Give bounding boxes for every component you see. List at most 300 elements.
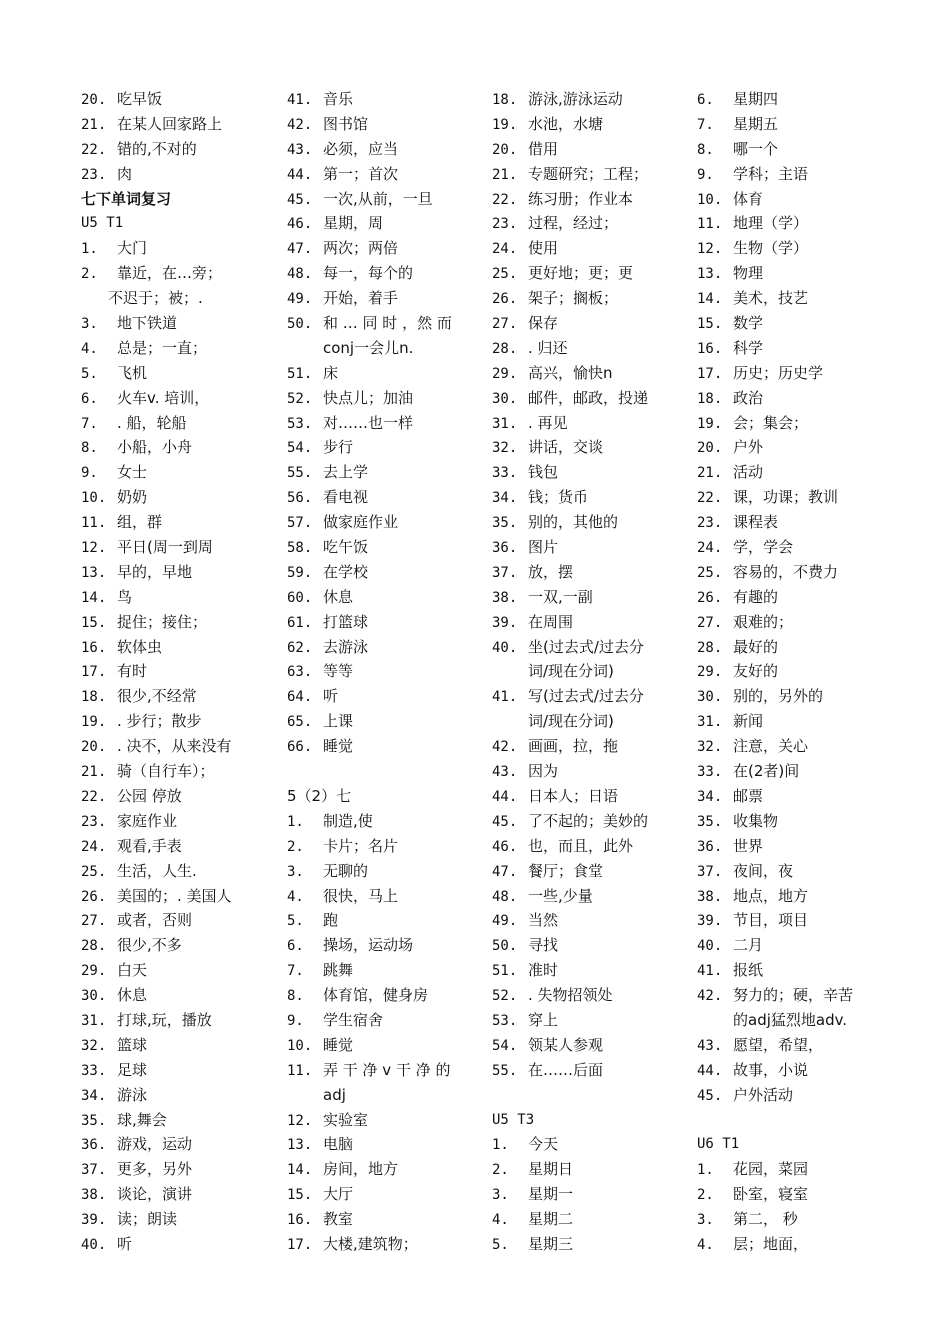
list-item <box>697 211 877 236</box>
item-number: 2. <box>81 266 98 283</box>
list-item <box>81 958 261 983</box>
item-number: 4. <box>287 888 304 905</box>
column-1 <box>81 87 261 1257</box>
list-item <box>287 933 467 958</box>
item-number: 19. <box>697 415 723 432</box>
item-number: 11. <box>697 216 723 233</box>
item-text: 制造,使 <box>323 811 373 830</box>
item-number: 50. <box>287 316 313 333</box>
item-number: 27. <box>492 316 518 333</box>
list-item <box>81 933 261 958</box>
item-text: 友好的 <box>733 662 779 681</box>
item-text: 做家庭作业 <box>323 513 399 532</box>
list-item <box>697 361 877 386</box>
item-number: 40. <box>697 938 723 955</box>
item-text: 艰难的； <box>733 612 794 631</box>
item-number: 7. <box>287 963 304 980</box>
list-item <box>81 734 261 759</box>
item-text: 在学校 <box>323 562 369 581</box>
list-item <box>287 958 467 983</box>
list-item <box>697 635 877 660</box>
item-number: 6. <box>287 938 304 955</box>
list-item <box>492 510 672 535</box>
item-text: 去游泳 <box>323 637 369 656</box>
item-number: 4. <box>492 1212 509 1229</box>
item-text: 别的，另外的 <box>733 687 824 706</box>
item-number: 13. <box>697 266 723 283</box>
item-number: 49. <box>287 291 313 308</box>
item-number: 15. <box>697 316 723 333</box>
list-item <box>697 1182 877 1207</box>
item-text: 软体虫 <box>117 637 163 656</box>
item-number: 43. <box>492 764 518 781</box>
item-text: 容易的，不费力 <box>733 562 839 581</box>
list-item <box>697 958 877 983</box>
list-item-continuation: 词/现在分词) <box>528 712 614 731</box>
item-number: 42. <box>287 116 313 133</box>
list-item <box>697 585 877 610</box>
item-number: 39. <box>697 913 723 930</box>
item-number: 18. <box>81 689 107 706</box>
item-number: 23. <box>81 813 107 830</box>
item-number: 30. <box>492 390 518 407</box>
list-item <box>697 1157 877 1182</box>
list-item <box>697 1033 877 1058</box>
list-item <box>492 884 672 909</box>
list-item <box>697 560 877 585</box>
list-item <box>287 286 467 311</box>
item-text: 专题研究；工程； <box>528 164 649 183</box>
item-number: 25. <box>697 564 723 581</box>
item-text: 钱；货币 <box>528 488 589 507</box>
item-number: 1. <box>81 241 98 258</box>
item-text: 休息 <box>323 587 354 606</box>
list-item <box>81 510 261 535</box>
item-number: 34. <box>697 788 723 805</box>
list-item <box>492 1008 672 1033</box>
item-text: 架子；搁板； <box>528 289 619 308</box>
list-item <box>697 535 877 560</box>
list-item <box>492 610 672 635</box>
item-text: 很少,不多 <box>117 936 182 955</box>
item-text: 保存 <box>528 314 559 333</box>
list-item <box>287 809 467 834</box>
item-number: 33. <box>697 764 723 781</box>
list-item <box>287 87 467 112</box>
list-item <box>81 884 261 909</box>
item-number: 56. <box>287 490 313 507</box>
list-item <box>287 1232 467 1257</box>
item-text: 跑 <box>323 911 339 930</box>
item-text: 生活，人生. <box>117 861 197 880</box>
list-item <box>287 535 467 560</box>
list-item <box>287 684 467 709</box>
item-text: 等等 <box>323 662 354 681</box>
list-item <box>492 535 672 560</box>
list-item <box>287 485 467 510</box>
item-text: 当然 <box>528 911 559 930</box>
item-text: 愿望，希望， <box>733 1035 824 1054</box>
item-text: 鸟 <box>117 587 133 606</box>
item-text: 星期五 <box>733 114 779 133</box>
item-text: 第二， 秒 <box>733 1210 798 1229</box>
item-text: 邮票 <box>733 786 764 805</box>
item-text: 步行 <box>323 438 354 457</box>
list-item <box>492 485 672 510</box>
item-text: 科学 <box>733 338 764 357</box>
item-number: 28. <box>697 639 723 656</box>
item-text: 借用 <box>528 139 559 158</box>
item-number: 55. <box>287 465 313 482</box>
col3-list-c <box>492 1132 672 1256</box>
col1-list-b <box>81 236 261 286</box>
list-item <box>287 137 467 162</box>
item-text: 靠近，在…旁； <box>117 264 223 283</box>
list-item <box>81 137 261 162</box>
col1-list-c <box>81 311 261 1257</box>
section-heading: 5（2）七 <box>287 786 352 805</box>
item-number: 29. <box>697 664 723 681</box>
item-number: 51. <box>287 365 313 382</box>
item-text: 每一，每个的 <box>323 264 414 283</box>
item-text: 穿上 <box>528 1010 559 1029</box>
item-number: 1. <box>492 1137 509 1154</box>
list-item <box>81 585 261 610</box>
item-number: 58. <box>287 540 313 557</box>
list-item <box>81 684 261 709</box>
item-text: 一双,一副 <box>528 587 593 606</box>
list-item <box>81 1207 261 1232</box>
item-text: 大楼,建筑物； <box>323 1234 418 1253</box>
item-number: 45. <box>287 191 313 208</box>
item-number: 6. <box>81 390 98 407</box>
item-text: 睡觉 <box>323 1035 354 1054</box>
item-text: 层；地面， <box>733 1234 809 1253</box>
item-text: 二月 <box>733 936 764 955</box>
list-item <box>287 709 467 734</box>
item-number: 34. <box>81 1087 107 1104</box>
item-text: 了不起的；美妙的 <box>528 811 649 830</box>
item-text: 打球,玩，播放 <box>117 1010 212 1029</box>
item-text: 在周围 <box>528 612 574 631</box>
item-text: 物理 <box>733 264 764 283</box>
column-2 <box>287 87 467 1257</box>
item-number: 48. <box>287 266 313 283</box>
list-item <box>287 585 467 610</box>
item-number: 12. <box>697 241 723 258</box>
item-text: 实验室 <box>323 1110 369 1129</box>
item-text: 组，群 <box>117 513 163 532</box>
item-number: 9. <box>697 166 714 183</box>
item-text: 数学 <box>733 314 764 333</box>
item-number: 64. <box>287 689 313 706</box>
item-number: 32. <box>492 440 518 457</box>
item-number: 60. <box>287 589 313 606</box>
item-text: 也，而且，此外 <box>528 836 634 855</box>
item-text: 听 <box>323 687 339 706</box>
col2-list-a <box>287 87 467 336</box>
item-number: 55. <box>492 1062 518 1079</box>
item-text: 听 <box>117 1234 133 1253</box>
list-item <box>81 162 261 187</box>
list-item <box>81 311 261 336</box>
item-text: 美国的；. 美国人 <box>117 886 232 905</box>
item-number: 29. <box>492 365 518 382</box>
item-number: 20. <box>81 739 107 756</box>
item-number: 40. <box>81 1236 107 1253</box>
item-text: 第一；首次 <box>323 164 399 183</box>
item-number: 37. <box>81 1162 107 1179</box>
item-number: 2. <box>492 1162 509 1179</box>
list-item <box>492 137 672 162</box>
list-item <box>81 659 261 684</box>
col4-list-c <box>697 1157 877 1257</box>
col2-list-d <box>287 1108 467 1257</box>
item-number: 29. <box>81 963 107 980</box>
item-number: 21. <box>492 166 518 183</box>
list-item <box>287 411 467 436</box>
item-text: 飞机 <box>117 363 148 382</box>
item-text: 准时 <box>528 961 559 980</box>
item-number: 36. <box>697 838 723 855</box>
item-text: 大厅 <box>323 1185 354 1204</box>
item-text: 练习册；作业本 <box>528 189 634 208</box>
item-text: 看电视 <box>323 488 369 507</box>
item-number: 30. <box>81 988 107 1005</box>
item-text: 新闻 <box>733 712 764 731</box>
item-text: 地理（学） <box>733 214 809 233</box>
item-number: 10. <box>287 1037 313 1054</box>
list-item <box>287 510 467 535</box>
item-number: 63. <box>287 664 313 681</box>
list-item <box>81 610 261 635</box>
item-number: 38. <box>697 888 723 905</box>
item-number: 52. <box>287 390 313 407</box>
item-text: 地点，地方 <box>733 886 809 905</box>
list-item <box>287 834 467 859</box>
list-item <box>81 1033 261 1058</box>
item-number: 57. <box>287 515 313 532</box>
list-item <box>492 958 672 983</box>
item-number: 13. <box>81 564 107 581</box>
list-item <box>697 311 877 336</box>
item-number: 11. <box>287 1062 313 1079</box>
item-text: 打篮球 <box>323 612 369 631</box>
item-text: 操场，运动场 <box>323 936 414 955</box>
item-text: 故事，小说 <box>733 1060 809 1079</box>
item-number: 44. <box>287 166 313 183</box>
item-text: 电脑 <box>323 1135 354 1154</box>
item-number: 21. <box>81 116 107 133</box>
item-text: 白天 <box>117 961 148 980</box>
item-number: 2. <box>287 838 304 855</box>
item-text: 弄 干 净 v 干 净 的 <box>323 1060 451 1079</box>
item-text: 学生宿舍 <box>323 1010 384 1029</box>
list-item <box>287 1108 467 1133</box>
item-number: 2. <box>697 1187 714 1204</box>
item-text: 学，学会 <box>733 538 794 557</box>
item-number: 16. <box>81 639 107 656</box>
item-text: 读；朗读 <box>117 1210 178 1229</box>
list-item <box>492 361 672 386</box>
item-text: 体育馆，健身房 <box>323 986 429 1005</box>
list-item <box>287 162 467 187</box>
item-number: 3. <box>697 1212 714 1229</box>
list-item <box>492 336 672 361</box>
list-item-continuation: 的adj猛烈地adv. <box>733 1010 848 1029</box>
item-text: . 归还 <box>528 338 568 357</box>
item-number: 49. <box>492 913 518 930</box>
item-text: 一次,从前，一旦 <box>323 189 433 208</box>
list-item <box>81 1182 261 1207</box>
list-item <box>81 859 261 884</box>
item-text: 过程，经过； <box>528 214 619 233</box>
item-text: 球,舞会 <box>117 1110 167 1129</box>
item-text: 对……也一样 <box>323 413 414 432</box>
item-text: 卡片；名片 <box>323 836 399 855</box>
item-text: 领某人参观 <box>528 1035 604 1054</box>
item-text: 画画，拉，拖 <box>528 737 619 756</box>
list-item <box>492 162 672 187</box>
item-text: 夜间，夜 <box>733 861 794 880</box>
item-number: 8. <box>697 141 714 158</box>
item-number: 10. <box>697 191 723 208</box>
list-item <box>697 884 877 909</box>
item-number: 23. <box>697 515 723 532</box>
list-item <box>81 386 261 411</box>
list-item <box>697 784 877 809</box>
item-number: 22. <box>81 788 107 805</box>
list-item <box>81 485 261 510</box>
list-item <box>697 908 877 933</box>
item-number: 46. <box>287 216 313 233</box>
item-number: 7. <box>81 415 98 432</box>
item-number: 17. <box>287 1236 313 1253</box>
list-item <box>81 435 261 460</box>
item-number: 43. <box>697 1037 723 1054</box>
list-item: 41. 写(过去式/过去分 <box>492 687 644 706</box>
item-text: 游泳,游泳运动 <box>528 90 623 108</box>
list-item <box>287 908 467 933</box>
item-text: 平日(周一到周 <box>117 538 213 557</box>
item-text: 体育 <box>733 189 764 208</box>
list-item <box>697 236 877 261</box>
item-text: 家庭作业 <box>117 811 178 830</box>
list-item <box>697 460 877 485</box>
item-text: 努力的；硬，辛苦 <box>733 986 854 1005</box>
item-number: 33. <box>81 1062 107 1079</box>
item-text: 很快，马上 <box>323 886 399 905</box>
item-text: 去上学 <box>323 463 369 482</box>
item-text: 图书馆 <box>323 114 369 133</box>
item-text: 美术，技艺 <box>733 289 809 308</box>
item-text: 小船，小舟 <box>117 438 193 457</box>
item-number: 5. <box>492 1236 509 1253</box>
item-text: 历史；历史学 <box>733 363 824 382</box>
list-item <box>697 137 877 162</box>
list-item <box>492 286 672 311</box>
list-item <box>81 1157 261 1182</box>
item-number: 3. <box>287 863 304 880</box>
col1-list-a <box>81 87 261 187</box>
list-item <box>81 983 261 1008</box>
item-number: 26. <box>697 589 723 606</box>
item-number: 14. <box>81 589 107 606</box>
list-item <box>697 261 877 286</box>
list-item <box>81 1058 261 1083</box>
unit-label: U6 T1 <box>697 1136 740 1153</box>
list-item <box>492 1182 672 1207</box>
item-text: 吃午饭 <box>323 538 369 557</box>
list-item <box>697 859 877 884</box>
item-text: 因为 <box>528 762 559 781</box>
list-item <box>492 1033 672 1058</box>
item-text: 活动 <box>733 463 764 482</box>
item-number: 30. <box>697 689 723 706</box>
list-item <box>287 1207 467 1232</box>
item-number: 24. <box>492 241 518 258</box>
col3-list-b <box>492 734 672 1082</box>
item-number: 18. <box>697 390 723 407</box>
item-number: 46. <box>492 838 518 855</box>
col2-list-c <box>287 809 467 1083</box>
item-number: 26. <box>81 888 107 905</box>
item-number: 27. <box>81 913 107 930</box>
list-item <box>287 435 467 460</box>
list-item <box>697 684 877 709</box>
list-item <box>697 87 877 112</box>
item-number: 3. <box>81 316 98 333</box>
list-item <box>287 1132 467 1157</box>
item-number: 61. <box>287 614 313 631</box>
item-text: 更多，另外 <box>117 1160 193 1179</box>
list-item <box>81 411 261 436</box>
list-item <box>287 635 467 660</box>
item-number: 12. <box>81 540 107 557</box>
item-number: 1. <box>697 1162 714 1179</box>
list-item <box>492 411 672 436</box>
column-4 <box>697 87 877 1257</box>
item-text: 音乐 <box>323 90 354 108</box>
item-text: 上课 <box>323 712 354 731</box>
item-number: 22. <box>492 191 518 208</box>
list-item <box>81 809 261 834</box>
item-number: 25. <box>492 266 518 283</box>
item-text: 节目，项目 <box>733 911 809 930</box>
item-text: 捉住；接住； <box>117 612 208 631</box>
list-item <box>287 311 467 336</box>
list-item <box>697 1058 877 1083</box>
item-text: 房间，地方 <box>323 1160 399 1179</box>
item-number: 14. <box>697 291 723 308</box>
list-item <box>492 187 672 212</box>
item-number: 47. <box>287 241 313 258</box>
item-text: 开始，着手 <box>323 289 399 308</box>
list-item <box>492 859 672 884</box>
item-number: 40. <box>492 639 518 656</box>
item-text: . 失物招领处 <box>528 986 613 1005</box>
list-item <box>697 809 877 834</box>
unit-label: U5 T1 <box>81 215 124 232</box>
item-number: 3. <box>492 1187 509 1204</box>
item-number: 34. <box>492 490 518 507</box>
item-number: 54. <box>287 440 313 457</box>
list-item <box>492 261 672 286</box>
item-text: 高兴，愉快n <box>528 363 613 382</box>
item-text: 休息 <box>117 986 148 1005</box>
item-text: 游戏，运动 <box>117 1135 193 1154</box>
item-number: 8. <box>287 988 304 1005</box>
